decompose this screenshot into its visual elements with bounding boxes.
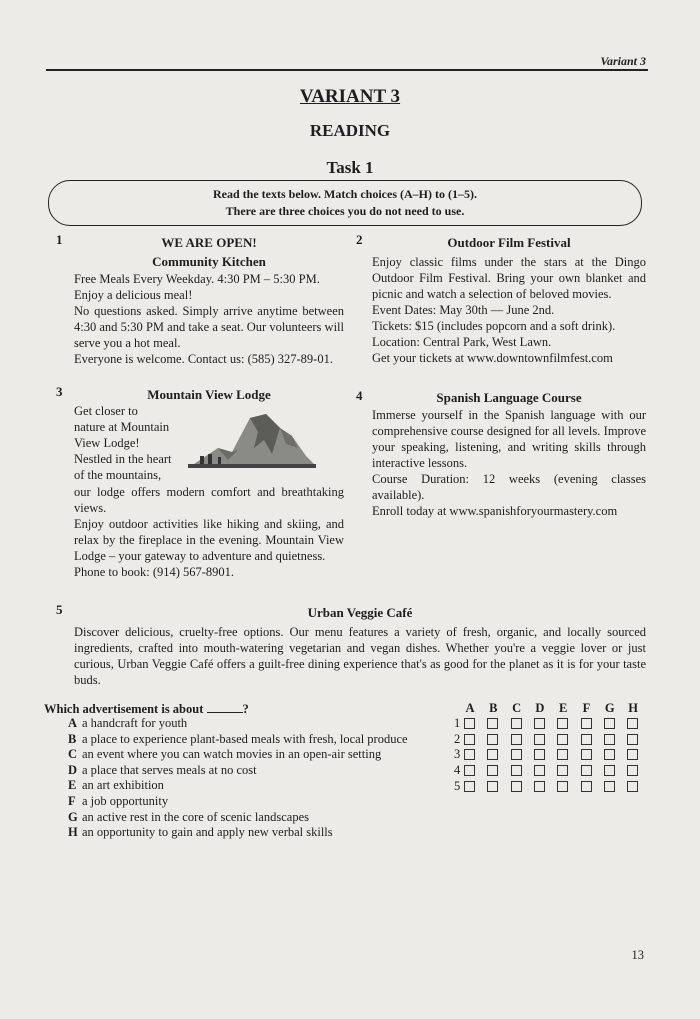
ad-2-line: Enjoy classic films under the stars at the Dingo Outdoor Film Festival. Bring your own blanket and picnic and watch a selection of beloved movies. [372, 255, 646, 301]
variant-title-text: VARIANT 3 [299, 86, 401, 107]
grid-column-header-g: G [604, 701, 615, 715]
answer-checkbox-2-f[interactable] [581, 734, 592, 745]
ad-5-line: Discover delicious, cruelty-free options. Our menu features a variety of fresh, organic, and locally sourced ingredients, crafted into mouth-watering vegetarian and vegan dishes. Whether you're a veggie lover or just curious, Urban Veggie Café offers a guilt-free dining experience that's as good for the planet as it is for your taste buds. [74, 625, 646, 687]
mountain-illustration-icon [188, 408, 316, 470]
option-text: a handcraft for youth [82, 716, 188, 730]
answer-checkbox-1-h[interactable] [627, 718, 638, 729]
option-letter: A [68, 716, 78, 730]
grid-row-number-5: 5 [454, 778, 461, 793]
ad-1-line: Free Meals Every Weekday. 4:30 PM – 5:30 PM. [74, 272, 320, 286]
option-a [68, 716, 408, 732]
option-g [68, 810, 408, 826]
header-rule [46, 69, 648, 71]
answer-blank [207, 700, 243, 713]
ad-1-subtitle: Community Kitchen [152, 254, 266, 269]
ad-5-title: Urban Veggie Café [307, 605, 413, 620]
grid-row-number-3: 3 [454, 747, 461, 762]
option-letter: E [68, 778, 77, 793]
answer-checkbox-4-c[interactable] [511, 765, 522, 776]
instructions-line-1: Read the texts below. Match choices (A–H) to (1–5). [213, 187, 477, 201]
ad-3-line-left: Get closer to [74, 404, 138, 418]
answer-checkbox-5-a[interactable] [464, 781, 475, 792]
page-number: 13 [631, 948, 644, 962]
grid-column-header-d: D [535, 701, 545, 715]
ad-3-body [74, 484, 344, 580]
option-text: a job opportunity [82, 793, 169, 808]
option-letter: F [68, 793, 76, 808]
ad-3-body-left [74, 403, 186, 483]
ad-3-line-left: of the mountains, [74, 468, 162, 482]
answer-checkbox-1-c[interactable] [511, 718, 522, 729]
option-b [68, 732, 408, 748]
answer-checkbox-3-a[interactable] [464, 749, 475, 760]
answer-checkbox-3-g[interactable] [604, 749, 615, 760]
ad-1-body [74, 271, 344, 367]
option-c [68, 747, 408, 763]
grid-column-header-a: A [465, 701, 475, 715]
grid-column-header-h: H [628, 701, 638, 715]
option-text: a place to experience plant-based meals with fresh, local produce [82, 731, 408, 746]
answer-checkbox-2-a[interactable] [464, 734, 475, 745]
ad-2-line: Event Dates: May 30th — June 2nd. [372, 303, 555, 317]
option-letter: G [68, 809, 78, 824]
answer-checkbox-3-e[interactable] [557, 749, 568, 760]
ad-2-line: Location: Central Park, West Lawn. [372, 335, 552, 349]
ad-2-line: Tickets: $15 (includes popcorn and a soft drink). [372, 319, 616, 333]
grid-row-number-1: 1 [454, 716, 461, 730]
grid-row-number-4: 4 [454, 763, 461, 778]
ad-5-body [74, 624, 646, 688]
answer-checkbox-2-b[interactable] [487, 734, 498, 745]
answer-checkbox-1-d[interactable] [534, 718, 545, 729]
grid-column-header-c: C [512, 701, 522, 715]
answer-checkbox-1-e[interactable] [557, 718, 568, 729]
answer-checkbox-5-e[interactable] [557, 781, 568, 792]
answer-checkbox-3-h[interactable] [627, 749, 638, 760]
ad-3-number: 3 [56, 384, 63, 399]
ad-1-title: WE ARE OPEN! [161, 235, 257, 250]
instructions-box [48, 180, 642, 226]
ad-1-line: No questions asked. Simply arrive anytime between 4:30 and 5:30 PM and take a seat. Our volunteers will serve you a hot meal. [74, 304, 344, 350]
answer-checkbox-1-g[interactable] [604, 718, 615, 729]
variant-title [0, 86, 700, 108]
answer-checkbox-4-g[interactable] [604, 765, 615, 776]
answer-checkbox-5-d[interactable] [534, 781, 545, 792]
answer-checkbox-4-a[interactable] [464, 765, 475, 776]
ad-4-line: Immerse yourself in the Spanish language with our comprehensive course designed for all levels. Improve your speaking, listening, and writing skills through interactive lessons. [372, 408, 646, 470]
answer-checkbox-2-g[interactable] [604, 734, 615, 745]
option-letter: C [68, 747, 78, 762]
task-title: Task 1 [326, 158, 374, 177]
option-text: an active rest in the core of scenic landscapes [82, 809, 309, 824]
ad-3-line: our lodge offers modern comfort and breathtaking views. [74, 485, 344, 515]
section-title: READING [309, 121, 391, 140]
ad-3-title: Mountain View Lodge [147, 387, 271, 402]
answer-checkbox-2-e[interactable] [557, 734, 568, 745]
option-text: an art exhibition [82, 778, 164, 793]
running-head: Variant 3 [600, 54, 646, 68]
answer-checkbox-2-c[interactable] [511, 734, 522, 745]
question-prefix: Which advertisement is about [44, 702, 204, 716]
answer-checkbox-5-c[interactable] [511, 781, 522, 792]
grid-row-number-2: 2 [454, 731, 461, 746]
option-text: a place that serves meals at no cost [82, 762, 257, 777]
option-letter: B [68, 731, 77, 746]
question-prompt [44, 700, 249, 717]
option-d [68, 763, 408, 779]
answer-checkbox-5-b[interactable] [487, 781, 498, 792]
ad-3-line: Phone to book: (914) 567-8901. [74, 565, 235, 579]
option-h [68, 825, 408, 841]
ad-2-body [372, 254, 646, 366]
ad-4-number: 4 [356, 388, 363, 403]
ad-5-number: 5 [56, 602, 63, 617]
answer-checkbox-1-f[interactable] [581, 718, 592, 729]
ad-3-line-left: nature at Mountain [74, 420, 170, 434]
answer-checkbox-4-h[interactable] [627, 765, 638, 776]
answer-checkbox-2-h[interactable] [627, 734, 638, 745]
answer-checkbox-3-b[interactable] [487, 749, 498, 760]
ad-3-line: Enjoy outdoor activities like hiking and skiing, and relax by the fireplace in the evening. Mountain View Lodge – your gateway to adventure and quietness. [74, 517, 344, 563]
option-letter: D [68, 762, 78, 777]
answer-checkbox-3-c[interactable] [511, 749, 522, 760]
grid-column-header-b: B [489, 701, 498, 715]
ad-2-title: Outdoor Film Festival [447, 235, 571, 250]
option-letter: H [68, 825, 78, 840]
options-list [68, 716, 408, 841]
option-text: an opportunity to gain and apply new verbal skills [82, 825, 333, 840]
option-e [68, 778, 408, 794]
answer-checkbox-3-d[interactable] [534, 749, 545, 760]
answer-checkbox-1-a[interactable] [464, 718, 475, 729]
answer-checkbox-5-f[interactable] [581, 781, 592, 792]
instructions-line-2: There are three choices you do not need to use. [225, 204, 465, 218]
answer-checkbox-5-g[interactable] [604, 781, 615, 792]
ad-3-line-left: View Lodge! [74, 436, 140, 450]
ad-4-line: Enroll today at www.spanishforyourmastery.com [372, 504, 618, 518]
ad-3-line-left: Nestled in the heart [74, 452, 172, 466]
ad-4-title: Spanish Language Course [436, 390, 582, 405]
question-suffix: ? [242, 702, 249, 716]
answer-checkbox-4-b[interactable] [487, 765, 498, 776]
answer-checkbox-4-f[interactable] [581, 765, 592, 776]
answer-checkbox-4-d[interactable] [534, 765, 545, 776]
grid-column-header-f: F [582, 701, 591, 715]
ad-2-number: 2 [356, 232, 363, 247]
ad-4-line: Course Duration: 12 weeks (evening classes available). [372, 472, 646, 502]
ad-2-line: Get your tickets at www.downtownfilmfest.com [372, 351, 613, 365]
ad-1-number: 1 [56, 232, 63, 247]
ad-1-line: Everyone is welcome. Contact us: (585) 327-89-01. [74, 352, 333, 366]
option-text: an event where you can watch movies in an open-air setting [82, 747, 382, 762]
answer-checkbox-1-b[interactable] [487, 718, 498, 729]
answer-checkbox-2-d[interactable] [534, 734, 545, 745]
answer-checkbox-5-h[interactable] [627, 781, 638, 792]
grid-column-header-e: E [559, 701, 568, 715]
answer-checkbox-4-e[interactable] [557, 765, 568, 776]
option-f [68, 794, 408, 810]
ad-1-line: Enjoy a delicious meal! [74, 288, 193, 302]
ad-4-body [372, 407, 646, 519]
answer-checkbox-3-f[interactable] [581, 749, 592, 760]
